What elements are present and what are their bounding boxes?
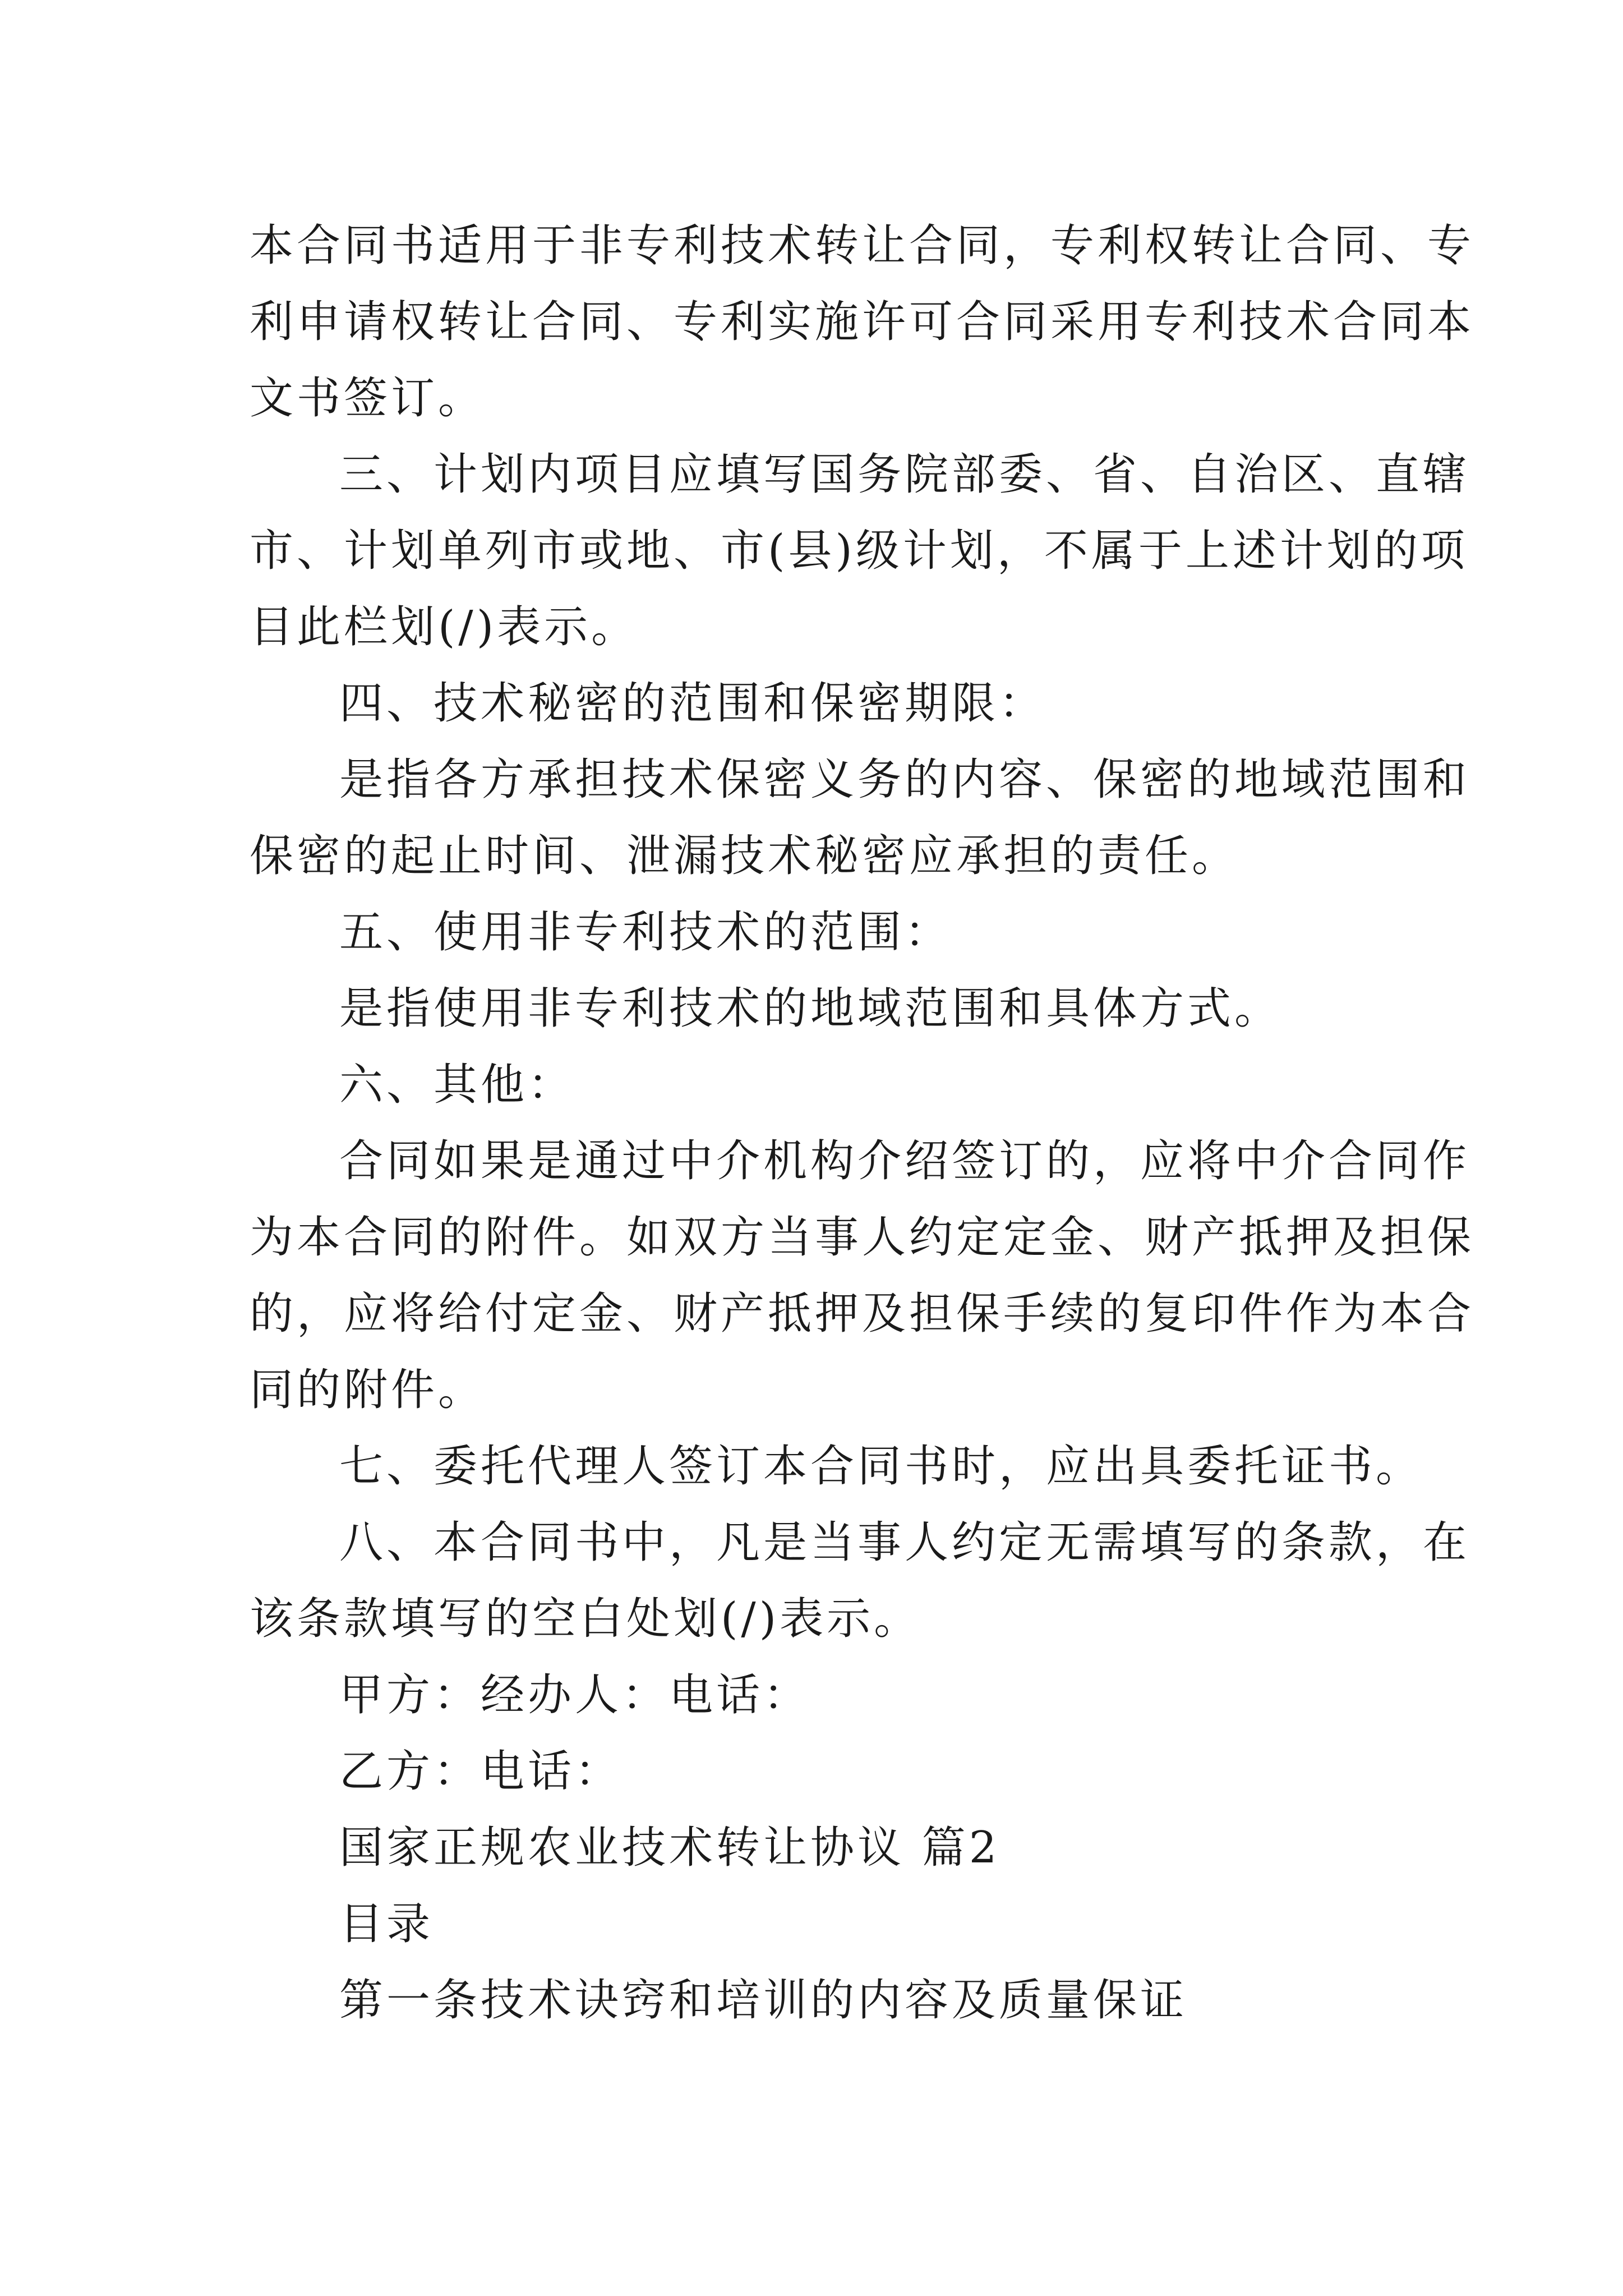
text-line: 市、计划单列市或地、市(县)级计划，不属于上述计划的项 xyxy=(250,526,1468,576)
paragraph-item-3 xyxy=(250,436,1470,665)
text-line: 乙方：电话： xyxy=(339,1746,623,1797)
text-line: 国家正规农业技术转让协议 篇2 xyxy=(339,1823,1000,1873)
paragraph-item-6-body xyxy=(250,1123,1475,1428)
paragraph-intro xyxy=(250,208,1475,436)
text-line: 利申请权转让合同、专利实施许可合同采用专利技术合同本 xyxy=(250,297,1475,347)
text-line: 保密的起止时间、泄漏技术秘密应承担的责任。 xyxy=(250,831,1239,881)
text-line: 合同如果是通过中介机构介绍签订的，应将中介合同作 xyxy=(339,1136,1470,1186)
text-line: 七、委托代理人签订本合同书时，应出具委托证书。 xyxy=(339,1441,1423,1492)
paragraph-item-7 xyxy=(250,1428,1423,1504)
text-line: 该条款填写的空白处划(/)表示。 xyxy=(250,1594,921,1644)
text-line: 目录 xyxy=(339,1899,434,1949)
text-line: 是指使用非专利技术的地域范围和具体方式。 xyxy=(339,983,1282,1034)
text-line: 六、其他： xyxy=(339,1060,575,1110)
text-line: 三、计划内项目应填写国务院部委、省、自治区、直辖 xyxy=(339,449,1470,500)
paragraph-party-a xyxy=(250,1657,1388,1733)
text-line: 甲方：经办人：电话： xyxy=(339,1670,811,1720)
text-line: 第一条技术诀窍和培训的内容及质量保证 xyxy=(339,1975,1188,2026)
paragraph-party-b xyxy=(250,1733,1388,1810)
paragraph-item-4-body xyxy=(250,742,1470,894)
text-line: 五、使用非专利技术的范围： xyxy=(339,907,952,958)
document-page xyxy=(250,208,1475,2039)
section-title xyxy=(250,1810,1388,1886)
text-line: 同的附件。 xyxy=(250,1365,486,1415)
text-line: 八、本合同书中，凡是当事人约定无需填写的条款，在 xyxy=(339,1517,1470,1568)
toc-heading xyxy=(250,1886,1388,1962)
text-line: 是指各方承担技术保密义务的内容、保密的地域范围和 xyxy=(339,754,1470,805)
paragraph-item-5-heading xyxy=(250,894,1388,970)
text-line: 的，应将给付定金、财产抵押及担保手续的复印件作为本合 xyxy=(250,1289,1475,1339)
paragraph-item-8 xyxy=(250,1504,1470,1657)
text-line: 本合同书适用于非专利技术转让合同，专利权转让合同、专 xyxy=(250,220,1475,271)
text-line: 文书签订。 xyxy=(250,373,486,424)
paragraph-item-6-heading xyxy=(250,1047,1388,1123)
paragraph-item-5-body xyxy=(250,970,1388,1047)
text-line: 目此栏划(/)表示。 xyxy=(250,602,639,652)
paragraph-item-4-heading xyxy=(250,665,1388,742)
article-heading xyxy=(250,1962,1388,2039)
text-line: 为本合同的附件。如双方当事人约定定金、财产抵押及担保 xyxy=(250,1212,1475,1263)
text-line: 四、技术秘密的范围和保密期限： xyxy=(339,678,1046,729)
